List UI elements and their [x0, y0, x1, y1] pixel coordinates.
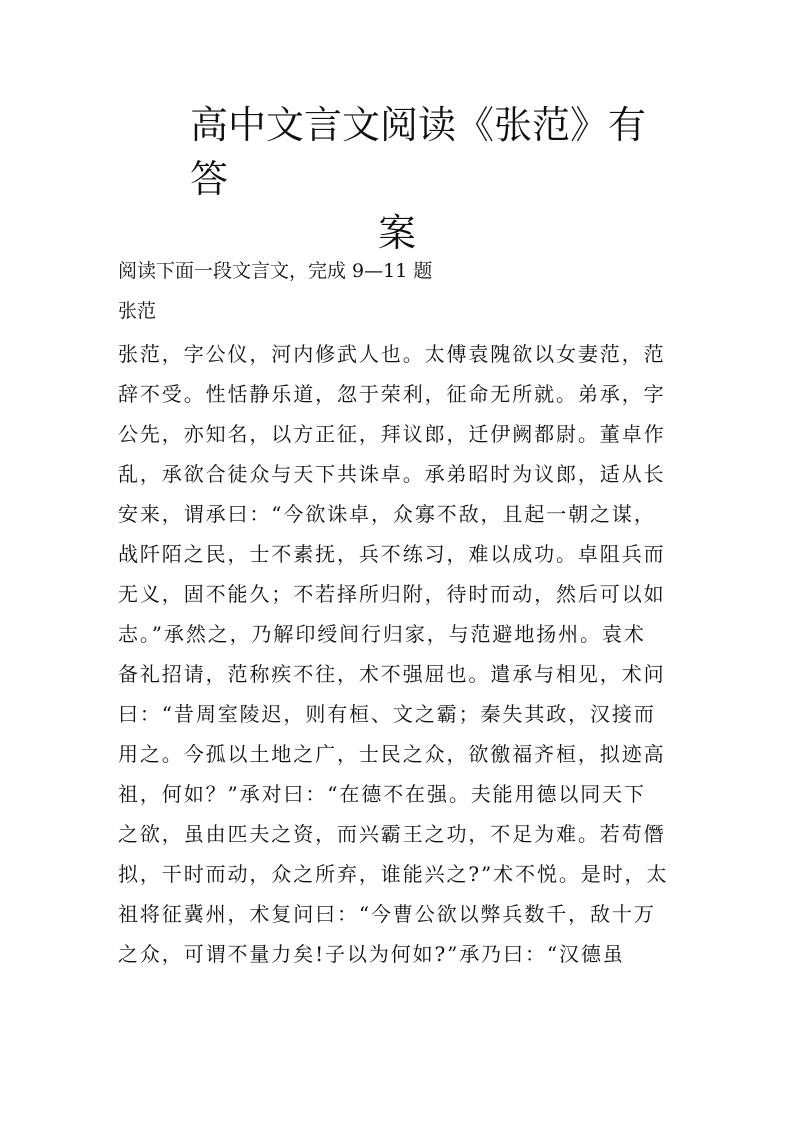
passage-line: 公先，亦知名，以方正征，拜议郎，迁伊阙都尉。董卓作	[118, 422, 666, 446]
passage-line: 张范，字公仪，河内修武人也。太傅袁隗欲以女妻范，范	[118, 342, 666, 366]
passage-line: 志。”承然之，乃解印绶间行归家，与范避地扬州。袁术	[118, 622, 646, 646]
reading-instruction: 阅读下面一段文言文，完成 9—11 题	[118, 260, 433, 282]
passage-line: 乱，承欲合徒众与天下共诛卓。承弟昭时为议郎，适从长	[118, 462, 666, 486]
passage-line: 辞不受。性恬静乐道，忽于荣利，征命无所就。弟承，字	[118, 382, 666, 406]
passage-line: 之欲，虽由匹夫之资，而兴霸王之功，不足为难。若苟僭	[118, 822, 666, 846]
passage-body	[118, 334, 684, 974]
passage-line: 曰：“昔周室陵迟，则有桓、文之霸；秦失其政，汉接而	[118, 702, 656, 726]
passage-line: 用之。今孤以土地之广，士民之众，欲徼福齐桓，拟迹高	[118, 742, 666, 766]
passage-line: 备礼招请，范称疾不往，术不强屈也。遣承与相见，术问	[118, 662, 666, 686]
document-title	[190, 98, 670, 260]
passage-line: 之众，可谓不量力矣!子以为何如?”承乃曰：“汉德虽	[118, 942, 625, 966]
title-line-2: 案	[378, 211, 417, 255]
title-line-1: 高中文言文阅读《张范》有答	[190, 103, 647, 201]
passage-line: 安来，谓承曰：“今欲诛卓，众寡不敌，且起一朝之谋，	[118, 502, 656, 526]
passage-line: 战阡陌之民，士不素抚，兵不练习，难以成功。卓阻兵而	[118, 542, 666, 566]
passage-title: 张范	[118, 300, 157, 322]
passage-line: 祖将征冀州，术复问曰：“今曹公欲以弊兵数千，敌十万	[118, 902, 656, 926]
passage-line: 无义，固不能久；不若择所归附，待时而动，然后可以如	[118, 582, 666, 606]
passage-line: 祖，何如？”承对曰：“在德不在强。夫能用德以同天下	[118, 782, 646, 806]
passage-line: 拟，干时而动，众之所弃，谁能兴之?”术不悦。是时，太	[118, 862, 669, 886]
